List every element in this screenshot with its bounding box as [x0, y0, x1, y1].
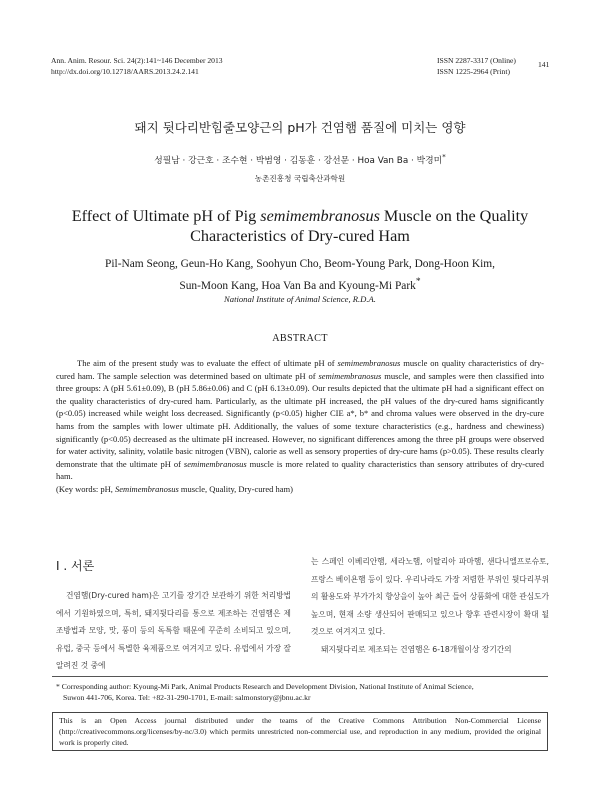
korean-author-mark: * [442, 152, 446, 161]
issn-print: ISSN 1225-2964 (Print) [437, 67, 510, 76]
keywords-end: muscle, Quality, Dry-cured ham) [178, 483, 293, 494]
abstract-italic-3: semimembranosus [183, 458, 247, 469]
abstract-italic-1: semimembranosus [337, 358, 401, 368]
abstract-text-4: muscle is more related to quality characteristics than sensory attributes of dry-cured ham. [56, 458, 544, 482]
abstract-paragraph [56, 357, 544, 483]
english-authors-line1: Pil-Nam Seong, Geun-Ho Kang, Soohyun Cho, Beom-Young Park, Dong-Hoon Kim, [105, 258, 495, 270]
body-paragraph: 건염햄(Dry-cured ham)은 고기를 장기간 보관하기 위한 처리방법에서 기원하였으며, 특히, 돼지뒷다리를 통으로 제조하는 건염햄은 제조방법과 모양, 맛, 풍미 등의 독특함 때문에 꾸준히 소비되고 있으며, 유럽, 중국 등에서 특별한 육제품으로 여겨지고 있다. 유럽에서 가장 잘 알려진 것 중에 [56, 591, 291, 670]
keywords [56, 483, 544, 496]
keywords-italic: Semimembranosus [115, 483, 179, 494]
abstract-text-1: The aim of the present study was to evaluate the effect of ultimate pH of [77, 358, 338, 368]
issn-online: ISSN 2287-3317 (Online) [437, 56, 516, 65]
abstract-text-3: muscle, and samples were then classified into three groups: A (pH 5.61±0.09), B (pH 5.86±0.06) and C (pH 6.13±0.09). Our results depicted that the ultimate pH had a significant effect on the quality characteristics of dry-cured ham. Particularly, as the ultimate pH increased, the pH values of the dry-cured hams significantly (p<0.05) increased while weight loss decreased. Significantly (p<0.05) higher CIE a*, b* and chroma values were observed in the dry-cure hams from the samples with lower ultimate pH. Additionally, the values of some texture characteristics (e.g., hardness and chewiness) significantly (p<0.05) decreased as the ultimate pH increased. However, no significant differences among the three pH groups were observed for water activity, salinity, volatile basic nitrogen (VBN), calorie as well as sensory properties of dry-cure hams (p>0.05). These results clearly demonstrate that the ultimate pH of [56, 370, 544, 469]
english-title-line2: Characteristics of Dry-cured Ham [190, 227, 410, 245]
abstract-italic-2: semimembranosus [318, 370, 382, 381]
english-title-end: Muscle on the Quality [379, 207, 529, 225]
footnote-line1: * Corresponding author: Kyoung-Mi Park, Animal Products Research and Development Division, National Institute of Animal Science, [56, 682, 474, 691]
english-author-mark: * [415, 277, 421, 287]
english-title-italic: semimembranosus [260, 207, 380, 225]
journal-line: Ann. Anim. Resour. Sci. 24(2):141~146 December 2013 [51, 56, 223, 65]
journal-citation [51, 55, 223, 77]
korean-affiliation: 농촌진흥청 국립축산과학원 [254, 174, 346, 183]
body-column-right [311, 553, 549, 658]
english-authors-line2: Sun-Moon Kang, Hoa Van Ba and Kyoung-Mi Park [179, 279, 416, 292]
abstract-text-2: muscle on quality characteristics of dry-cured ham. The sample selection was determined based on ultimate pH of [56, 358, 544, 381]
body-column-left [56, 587, 291, 675]
keywords-start: (Key words: pH, [56, 483, 116, 494]
doi-link[interactable]: http://dx.doi.org/10.12718/AARS.2013.24.2.141 [51, 67, 199, 76]
english-authors [60, 255, 540, 295]
korean-authors [0, 152, 600, 166]
abstract-heading: ABSTRACT [272, 333, 328, 344]
abstract-body [56, 357, 544, 496]
issn-block [437, 55, 516, 77]
english-title [50, 206, 550, 246]
body-paragraph: 는 스페인 이베리안햄, 세라노햄, 이탈리아 파마햄, 샌다니엘프로슈토, 프랑스 베이욘햄 등이 있다. 우리나라도 가장 저렴한 부위인 뒷다리부위의 활용도와 부가가치 향상을이 높아 최근 들어 상품화에 대한 관심도가 높으며, 현재 소량 생산되어 판매되고 있으나 향후 관련시장이 확대 될 것으로 여겨지고 있다. [311, 557, 549, 636]
corresponding-author-footnote [56, 681, 548, 703]
open-access-license: This is an Open Access journal distributed under the teams of the Creative Commons Attribution Non-Commercial License (http://creativecommons.org/licenses/by-nc/3.0) which permits unrestricted non-commercial use, and reproduction in any medium, provided the original work is properly cited. [52, 712, 548, 751]
english-title-start: Effect of Ultimate pH of Pig [71, 207, 261, 225]
footnote-line2: Suwon 441-706, Korea. Tel: +82-31-290-1701, E-mail: salmonstory@jbnu.ac.kr [63, 693, 311, 702]
page-number: 141 [538, 60, 550, 69]
korean-title: 돼지 뒷다리반힘줄모양근의 pH가 건염햄 품질에 미치는 영향 [134, 120, 466, 135]
footnote-divider [52, 676, 548, 677]
english-affiliation: National Institute of Animal Science, R.D.A. [224, 294, 376, 304]
body-paragraph: 돼지뒷다리로 제조되는 건염햄은 6-18개월이상 장기간의 [321, 644, 512, 654]
section-heading: I . 서론 [56, 559, 95, 573]
korean-author-list: 성필남 · 강근호 · 조수현 · 박범영 · 김동훈 · 강선문 · Hoa Van Ba · 박경미 [154, 155, 443, 166]
